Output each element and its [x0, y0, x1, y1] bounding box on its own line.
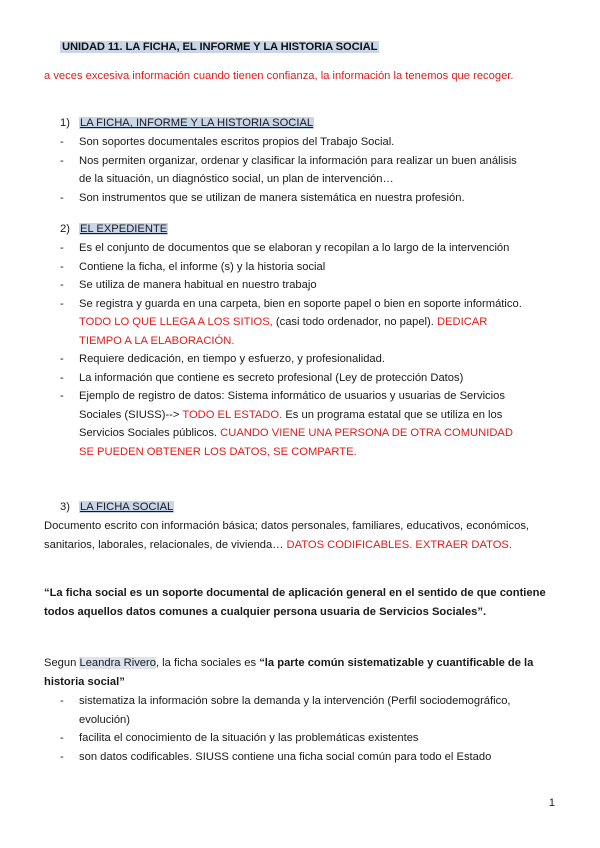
list-item: - Nos permiten organizar, ordenar y clasificar la información para realizar un buen análisis de la situación, un diagnóstico social, un plan de intervención… — [60, 154, 517, 185]
intro-note: a veces excesiva información cuando tienen confianza, la información la tenemos que recoger. — [44, 70, 514, 82]
page-number: 1 — [548, 797, 555, 809]
list-item: - Es el conjunto de documentos que se elaboran y recopilan a lo largo de la intervención — [60, 242, 510, 254]
list-item: - Son instrumentos que se utilizan de manera sistemática en nuestra profesión. — [60, 191, 465, 204]
section-2-list — [60, 239, 530, 461]
list-item: - Ejemplo de registro de datos: Sistema informático de usuarios y usuarias de Servicios Sociales (SIUSS)--> TODO EL ESTADO. Es un programa estatal que se utiliza en los Servicios Sociales públicos. CUANDO VIENE UNA PERSONA DE OTRA COMUNIDAD SE PUEDEN OBTENER LOS DATOS, SE COMPARTE. — [60, 390, 513, 458]
section-1-title: LA FICHA, INFORME Y LA HISTORIA SOCIAL — [80, 117, 314, 129]
section-3-heading — [60, 498, 174, 517]
section-3-title: LA FICHA SOCIAL — [80, 501, 174, 513]
section-1-list — [60, 133, 530, 207]
section-1-number: 1) — [60, 117, 70, 129]
list-item: - Son soportes documentales escritos propios del Trabajo Social. — [60, 136, 395, 148]
section-3-quote: “La ficha social es un soporte documental de aplicación general en el sentido de que contiene todos aquellos datos comunes a cualquier persona usuaria de Servicios Sociales”. — [44, 587, 546, 618]
author-name: Leandra Rivero — [79, 657, 156, 669]
list-item: - facilita el conocimiento de la situación y las problemáticas existentes — [60, 732, 419, 744]
section-3-list — [60, 692, 530, 766]
page-title: UNIDAD 11. LA FICHA, EL INFORME Y LA HISTORIA SOCIAL — [62, 41, 378, 53]
section-2-heading — [60, 220, 168, 239]
list-item: - Se registra y guarda en una carpeta, bien en soporte papel o bien en soporte informático. TODO LO QUE LLEGA A LOS SITIOS, (casi todo ordenador, no papel). DEDICAR TIEMPO A LA ELABORACIÓN. — [60, 297, 522, 347]
section-2-number: 2) — [60, 223, 70, 235]
list-item: - Se utiliza de manera habitual en nuestro trabajo — [60, 279, 317, 291]
list-item: - son datos codificables. SIUSS contiene una ficha social común para todo el Estado — [60, 750, 492, 763]
section-1-heading — [60, 114, 314, 133]
section-3-citation: Segun Leandra Rivero, la ficha sociales es “la parte común sistematizable y cuantificable de la historia social” — [44, 657, 534, 688]
section-3-body: Documento escrito con información básica; datos personales, familiares, educativos, económicos, sanitarios, laborales, relacionales, de vivienda… DATOS CODIFICABLES. EXTRAER DATOS. — [44, 520, 530, 551]
list-item: - sistematiza la información sobre la demanda y la intervención (Perfil sociodemográfico, evolución) — [60, 695, 511, 726]
section-2-title: EL EXPEDIENTE — [80, 223, 168, 235]
list-item: - Contiene la ficha, el informe (s) y la historia social — [60, 260, 326, 273]
list-item: - Requiere dedicación, en tiempo y esfuerzo, y profesionalidad. — [60, 353, 385, 365]
section-3-number: 3) — [60, 501, 70, 513]
list-item: - La información que contiene es secreto profesional (Ley de protección Datos) — [60, 371, 464, 384]
